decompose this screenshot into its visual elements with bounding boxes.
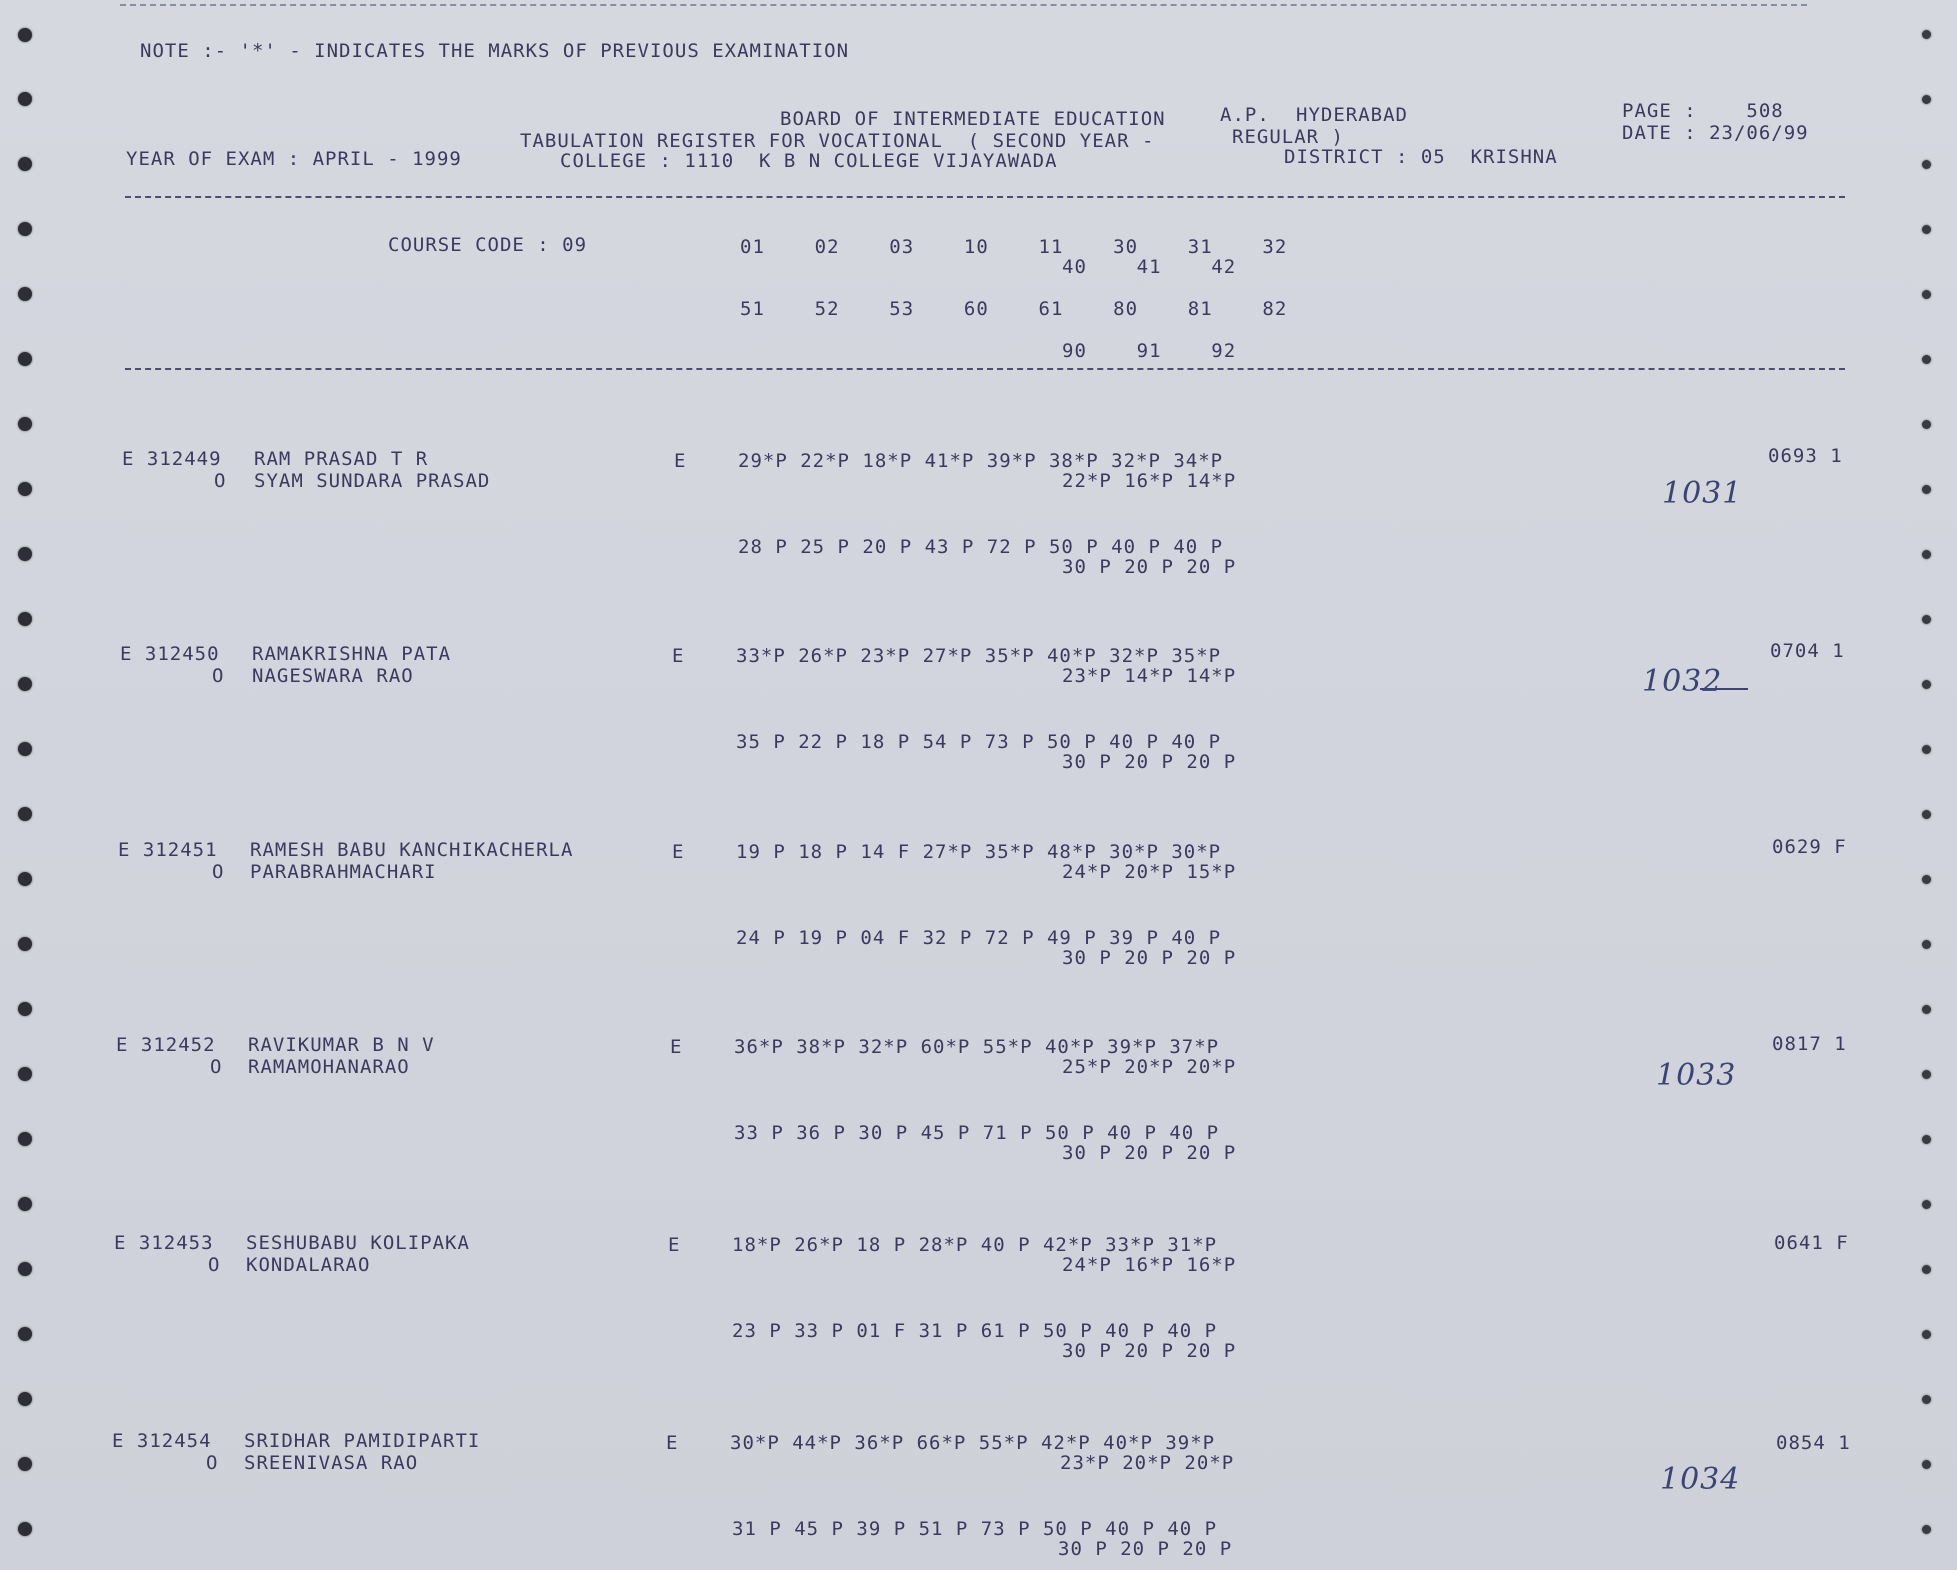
record-code: O — [206, 1452, 219, 1474]
feed-hole — [18, 872, 32, 886]
marks-row: 28 P 25 P 20 P 43 P 72 P 50 P 40 P 40 P — [738, 536, 1224, 558]
feed-hole — [1922, 745, 1931, 754]
page-number: PAGE : 508 — [1622, 100, 1784, 122]
print-date: DATE : 23/06/99 — [1622, 122, 1809, 144]
medium: E — [670, 1036, 683, 1058]
feed-hole — [18, 677, 32, 691]
handwritten-number: 1032 — [1642, 664, 1723, 699]
feed-hole — [1922, 875, 1931, 884]
feed-hole — [1922, 1135, 1931, 1144]
total-result: 0854 1 — [1776, 1432, 1851, 1454]
feed-hole — [1922, 550, 1931, 559]
city-label: HYDERABAD — [1296, 104, 1408, 126]
feed-hole — [18, 287, 32, 301]
medium: E — [674, 450, 687, 472]
subject-codes-row1: 01 02 03 10 11 30 31 32 — [740, 236, 1288, 258]
feed-hole — [1922, 290, 1931, 299]
feed-hole — [18, 1327, 32, 1341]
marks-row: 19 P 18 P 14 F 27*P 35*P 48*P 30*P 30*P — [736, 841, 1222, 863]
marks-row: 24*P 20*P 15*P — [1062, 861, 1237, 883]
subject-codes-row2: 51 52 53 60 61 80 81 82 — [740, 298, 1288, 320]
total-result: 0817 1 — [1772, 1033, 1847, 1055]
separator-rule — [125, 368, 1845, 370]
feed-hole — [18, 547, 32, 561]
feed-hole — [18, 1067, 32, 1081]
marks-row: 23*P 14*P 14*P — [1062, 665, 1237, 687]
marks-row: 24*P 16*P 16*P — [1062, 1254, 1237, 1276]
feed-hole — [18, 1262, 32, 1276]
feed-hole — [1922, 160, 1931, 169]
student-name: RAM PRASAD T R — [254, 448, 429, 470]
feed-hole — [1922, 940, 1931, 949]
year-of-exam: YEAR OF EXAM : APRIL - 1999 — [126, 148, 462, 170]
marks-row: 30 P 20 P 20 P — [1058, 1538, 1233, 1560]
handwritten-number: 1033 — [1656, 1058, 1737, 1093]
marks-row: 30*P 44*P 36*P 66*P 55*P 42*P 40*P 39*P — [730, 1432, 1216, 1454]
state-label: A.P. — [1220, 104, 1270, 126]
roll-number: E 312452 — [116, 1034, 216, 1056]
feed-hole — [1922, 1070, 1931, 1079]
feed-hole — [1922, 1200, 1931, 1209]
total-result: 0693 1 — [1768, 445, 1843, 467]
roll-number: E 312450 — [120, 643, 220, 665]
feed-hole — [1922, 355, 1931, 364]
record-code: O — [212, 665, 225, 687]
marks-row: 30 P 20 P 20 P — [1062, 1142, 1237, 1164]
total-result: 0641 F — [1774, 1232, 1849, 1254]
marks-row: 23 P 33 P 01 F 31 P 61 P 50 P 40 P 40 P — [732, 1320, 1218, 1342]
father-name: PARABRAHMACHARI — [250, 861, 437, 883]
feed-hole — [1922, 1460, 1931, 1469]
feed-hole — [1922, 485, 1931, 494]
student-name: SRIDHAR PAMIDIPARTI — [244, 1430, 481, 1452]
handwritten-underline — [1700, 688, 1748, 690]
medium: E — [672, 645, 685, 667]
marks-row: 18*P 26*P 18 P 28*P 40 P 42*P 33*P 31*P — [732, 1234, 1218, 1256]
note-line: NOTE :- '*' - INDICATES THE MARKS OF PREVIOUS EXAMINATION — [140, 40, 850, 62]
marks-row: 24 P 19 P 04 F 32 P 72 P 49 P 39 P 40 P — [736, 927, 1222, 949]
feed-hole — [18, 1002, 32, 1016]
feed-hole — [1922, 1005, 1931, 1014]
feed-hole — [1922, 1525, 1931, 1534]
student-name: RAMESH BABU KANCHIKACHERLA — [250, 839, 574, 861]
roll-number: E 312451 — [118, 839, 218, 861]
feed-hole — [18, 807, 32, 821]
feed-hole — [1922, 95, 1931, 104]
feed-hole — [18, 742, 32, 756]
feed-hole — [18, 1457, 32, 1471]
feed-hole — [1922, 1395, 1931, 1404]
marks-row: 25*P 20*P 20*P — [1062, 1056, 1237, 1078]
marks-row: 30 P 20 P 20 P — [1062, 556, 1237, 578]
marks-row: 29*P 22*P 18*P 41*P 39*P 38*P 32*P 34*P — [738, 450, 1224, 472]
feed-hole — [18, 92, 32, 106]
handwritten-number: 1034 — [1660, 1462, 1741, 1497]
record-code: O — [212, 861, 225, 883]
feed-hole — [18, 28, 32, 42]
register-title: TABULATION REGISTER FOR VOCATIONAL ( SECOND YEAR - — [520, 130, 1155, 152]
feed-hole — [1922, 420, 1931, 429]
board-title: BOARD OF INTERMEDIATE EDUCATION — [780, 108, 1166, 130]
feed-hole — [18, 937, 32, 951]
total-result: 0704 1 — [1770, 640, 1845, 662]
feed-hole — [1922, 225, 1931, 234]
perforated-top-edge — [120, 4, 1807, 6]
feed-hole — [18, 157, 32, 171]
marks-row: 30 P 20 P 20 P — [1062, 947, 1237, 969]
marks-row: 22*P 16*P 14*P — [1062, 470, 1237, 492]
regular-label: REGULAR ) — [1232, 126, 1344, 148]
feed-hole — [1922, 1265, 1931, 1274]
handwritten-number: 1031 — [1662, 476, 1743, 511]
course-code-label: COURSE CODE : 09 — [388, 234, 588, 256]
feed-hole — [18, 222, 32, 236]
marks-row: 33*P 26*P 23*P 27*P 35*P 40*P 32*P 35*P — [736, 645, 1222, 667]
roll-number: E 312449 — [122, 448, 222, 470]
student-name: RAMAKRISHNA PATA — [252, 643, 452, 665]
marks-row: 23*P 20*P 20*P — [1060, 1452, 1235, 1474]
feed-hole — [1922, 30, 1931, 39]
father-name: RAMAMOHANARAO — [248, 1056, 410, 1078]
medium: E — [668, 1234, 681, 1256]
subject-codes-row1b: 40 41 42 — [1062, 256, 1237, 278]
feed-hole — [18, 482, 32, 496]
record-code: O — [214, 470, 227, 492]
feed-hole — [18, 1522, 32, 1536]
college-label: COLLEGE : 1110 K B N COLLEGE VIJAYAWADA — [560, 150, 1058, 172]
marks-row: 30 P 20 P 20 P — [1062, 751, 1237, 773]
father-name: SREENIVASA RAO — [244, 1452, 419, 1474]
record-code: O — [210, 1056, 223, 1078]
roll-number: E 312453 — [114, 1232, 214, 1254]
student-name: RAVIKUMAR B N V — [248, 1034, 435, 1056]
marks-row: 35 P 22 P 18 P 54 P 73 P 50 P 40 P 40 P — [736, 731, 1222, 753]
marks-row: 31 P 45 P 39 P 51 P 73 P 50 P 40 P 40 P — [732, 1518, 1218, 1540]
feed-hole — [1922, 615, 1931, 624]
medium: E — [666, 1432, 679, 1454]
separator-rule — [125, 196, 1845, 198]
feed-hole — [1922, 680, 1931, 689]
feed-hole — [1922, 1330, 1931, 1339]
roll-number: E 312454 — [112, 1430, 212, 1452]
marks-row: 33 P 36 P 30 P 45 P 71 P 50 P 40 P 40 P — [734, 1122, 1220, 1144]
subject-codes-row3: 90 91 92 — [1062, 340, 1237, 362]
feed-hole — [18, 1197, 32, 1211]
student-name: SESHUBABU KOLIPAKA — [246, 1232, 470, 1254]
feed-hole — [18, 612, 32, 626]
district-label: DISTRICT : 05 KRISHNA — [1284, 146, 1558, 168]
marks-row: 36*P 38*P 32*P 60*P 55*P 40*P 39*P 37*P — [734, 1036, 1220, 1058]
record-code: O — [208, 1254, 221, 1276]
father-name: KONDALARAO — [246, 1254, 371, 1276]
feed-hole — [18, 1132, 32, 1146]
father-name: NAGESWARA RAO — [252, 665, 414, 687]
feed-hole — [18, 417, 32, 431]
feed-hole — [18, 1392, 32, 1406]
father-name: SYAM SUNDARA PRASAD — [254, 470, 491, 492]
feed-hole — [1922, 810, 1931, 819]
marks-row: 30 P 20 P 20 P — [1062, 1340, 1237, 1362]
total-result: 0629 F — [1772, 836, 1847, 858]
feed-hole — [18, 352, 32, 366]
medium: E — [672, 841, 685, 863]
